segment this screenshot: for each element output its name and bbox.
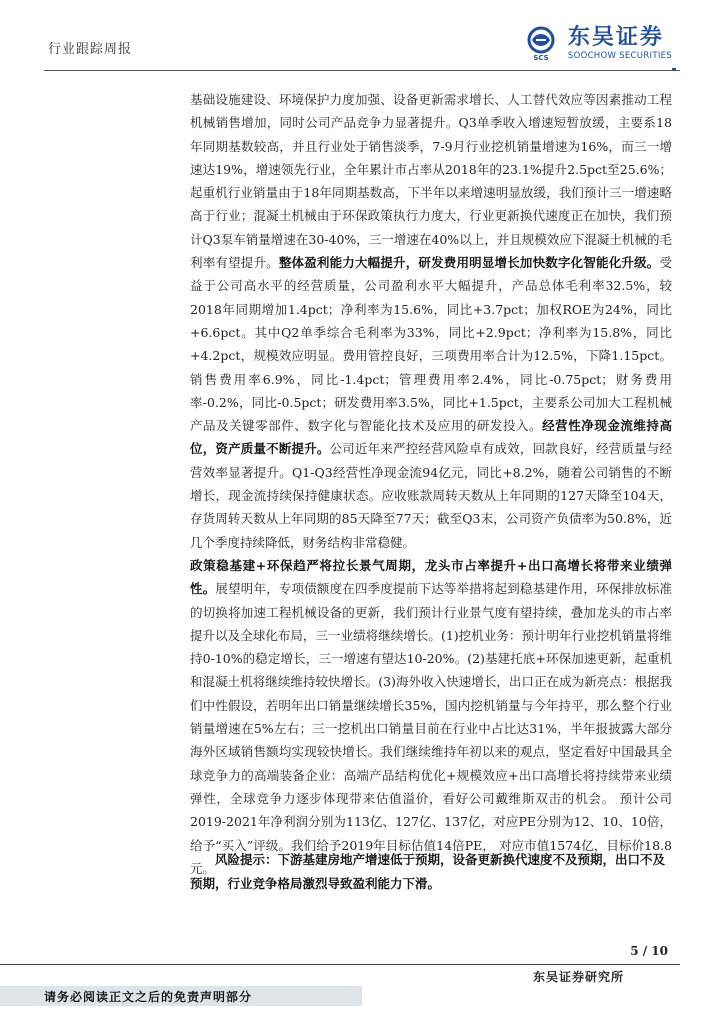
logo-name-en: SOOCHOW SECURITIES bbox=[567, 51, 672, 62]
body-paragraph bbox=[190, 554, 672, 880]
risk-warning bbox=[190, 848, 672, 895]
report-category: 行业跟踪周报 bbox=[48, 42, 133, 57]
logo-name-cn: 东吴证券 bbox=[567, 25, 664, 51]
footer-disclaimer: 请务必阅读正文之后的免责声明部分 bbox=[44, 990, 253, 1004]
body-paragraph bbox=[190, 88, 672, 554]
body-text-2: 受益于公司高水平的经营质量，公司盈利水平大幅提升，产品总体毛利率32.5%，较2018年同期增加1.4pct；净利率为15.6%，同比+3.7pct；加权ROE为24%，同比+6.6pct。其中Q2单季综合毛利率为33%，同比+2.9pct；净利率为15.8%，同比+4.2pct，规模效应明显。费用管控良好，三项费用率合计为12.5%，下降1.15pct。销售费用率6.9%，同比-1.4pct；管理费用率2.4%，同比-0.75pct；财务费用率-0.2%，同比-0.5pct；研发费用率3.5%，同比+1.5pct，主要系公司加大工程机械产品及关键零部件、数字化与智能化技术及应用的研发投入。 bbox=[190, 255, 672, 434]
risk-text: 风险提示：下游基建房地产增速低于预期，设备更新换代速度不及预期，出口不及预期，行业竞争格局激烈导致盈利能力下滑。 bbox=[190, 852, 666, 891]
bold-heading-outlook: 政策稳基建+环保趋严将拉长景气周期，龙头市占率提升+出口高增长将带来业绩弹性。 bbox=[190, 557, 672, 597]
header-divider bbox=[44, 70, 680, 71]
company-logo bbox=[522, 24, 672, 64]
logo-mark-icon bbox=[522, 26, 562, 62]
footer-divider bbox=[0, 964, 680, 965]
bold-heading-profitability: 整体盈利能力大幅提升，研发费用明显增长加快数字化智能化升级。 bbox=[278, 255, 660, 271]
body-text-3: 公司近年来严控经营风险卓有成效，回款良好，经营质量与经营效率显著提升。Q1-Q3经营性净现金流94亿元，同比+8.2%，随着公司销售的不断增长，现金流持续保持健康状态。应收账款周转天数从上年同期的127天降至104天，存货周转天数从上年同期的85天降至77天；截至Q3末，公司资产负债率为50.8%，近几个季度持续降低，财务结构非常稳健。 bbox=[190, 441, 672, 550]
body-text-1: 基础设施建设、环境保护力度加强、设备更新需求增长、人工替代效应等因素推动工程机械销售增加，同时公司产品竞争力显著提升。Q3单季收入增速短暂放缓，主要系18年同期基数较高，并且行业处于销售淡季，7-9月行业挖机销量增速为16%，而三一增速达19%，增速领先行业，全年累计市占率从2018年的23.1%提升2.5pct至25.6%；起重机行业销量由于18年同期基数高，下半年以来增速明显放缓，我们预计三一增速略高于行业；混凝土机械由于环保政策执行力度大，行业更新换代速度正在加快，我们预计Q3泵车销量增速在30-40%，三一增速在40%以上，并且规模效应下混凝土机械的毛利率有望提升。 bbox=[190, 92, 672, 271]
footer-organization: 东吴证券研究所 bbox=[532, 970, 624, 984]
body-text-4: 展望明年，专项债额度在四季度提前下达等举措将起到稳基建作用，环保排放标准的切换将加速工程机械设备的更新，我们预计行业景气度有望持续，叠加龙头的市占率提升以及全球化布局，三一业绩将继续增长。(1)挖机业务：预计明年行业挖机销量将维持0-10%的稳定增长，三一增速有望达10-20%。(2)基建托底+环保加速更新，起重机和混凝土机将继续维持较快增长。(3)海外收入快速增长，出口正在成为新亮点：根据我们中性假设，若明年出口销量继续增长35%，国内挖机销量与今年持平，那么整个行业销量增速在5%左右；三一挖机出口销量目前在行业中占比达31%，半年报披露大部分海外区域销售额均实现较快增长。我们继续维持年初以来的观点，坚定看好中国最具全球竞争力的高端装备企业：高端产品结构优化+规模效应+出口高增长将持续带来业绩弹性，全球竞争力逐步体现带来估值溢价，看好公司戴维斯双击的机会。 预计公司2019-2021年净利润分别为113亿、127亿、137亿，对应PE分别为12、10、10倍，给予“买入”评级。我们给予2019年目标估值14倍PE， 对应市值1574亿，目标价18.8元。 bbox=[190, 581, 672, 876]
bold-heading-cashflow: 经营性净现金流维持高位，资产质量不断提升。 bbox=[190, 418, 672, 457]
page-number: 5 / 10 bbox=[630, 944, 668, 958]
report-body bbox=[190, 88, 672, 880]
logo-mark-label: SCS bbox=[533, 54, 549, 62]
